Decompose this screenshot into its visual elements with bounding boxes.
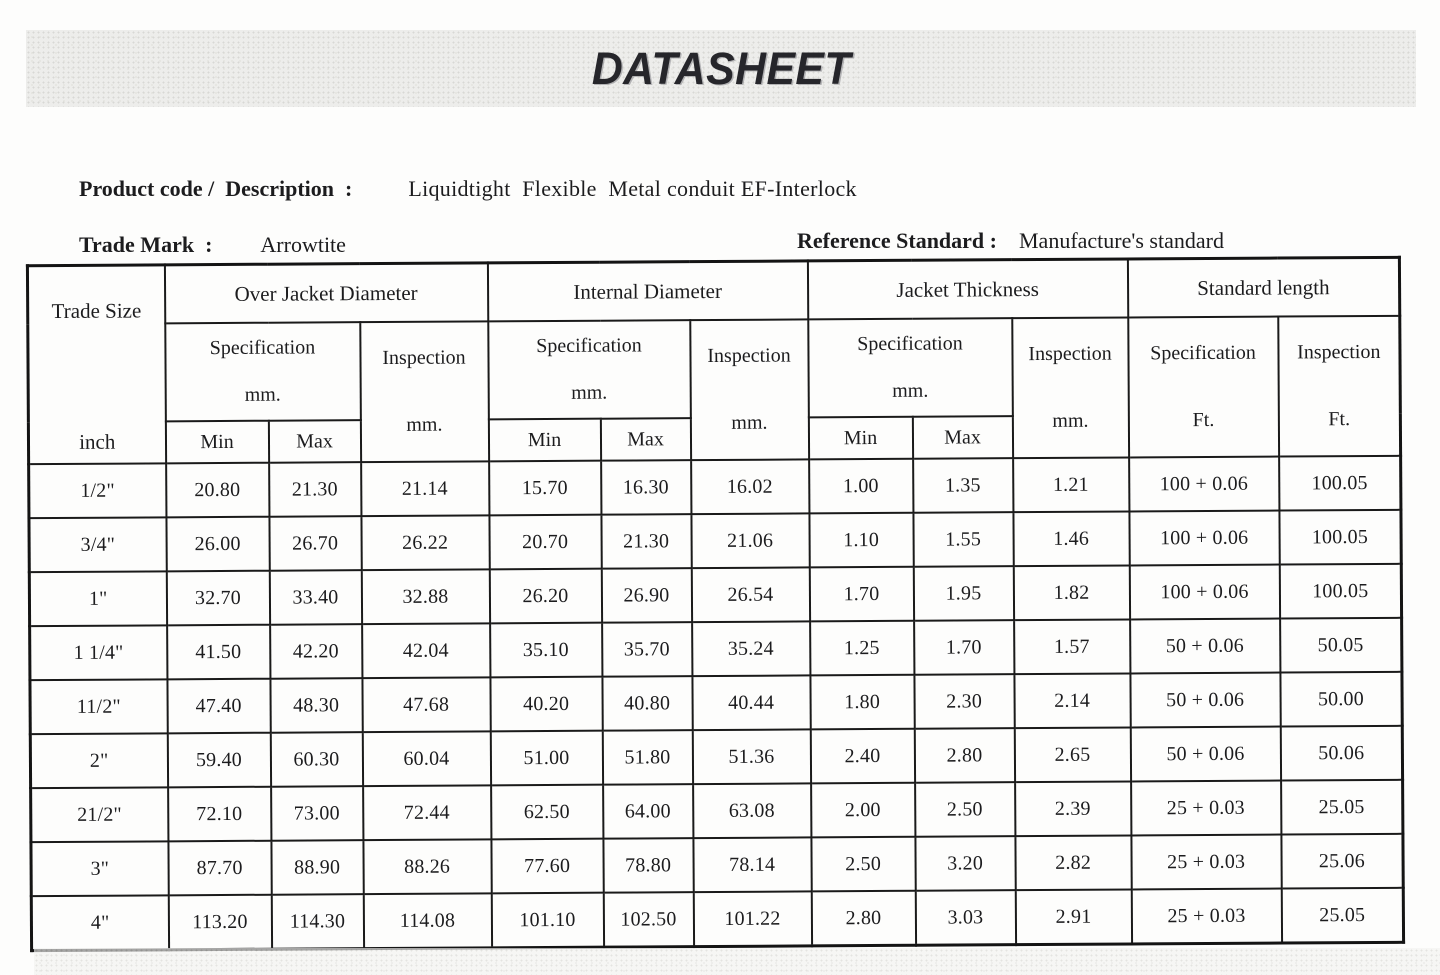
inspection-label: Inspection (707, 344, 791, 368)
cell-jacket-thickness-spec-max: 1.95 (913, 566, 1013, 621)
cell-over-jacket-inspection: 26.22 (361, 515, 489, 570)
group-header-row (27, 257, 1399, 324)
inspection-label: Inspection (1028, 342, 1112, 366)
specification-table (26, 256, 1405, 952)
cell-trade-size: 2" (30, 733, 167, 788)
cell-over-jacket-inspection: 21.14 (361, 461, 489, 516)
jacket-thickness-max-header: Max (912, 416, 1012, 459)
cell-internal-inspection: 63.08 (693, 783, 811, 838)
cell-standard-length-inspection: 25.05 (1281, 780, 1403, 835)
cell-trade-size: 4" (31, 895, 168, 950)
cell-jacket-thickness-inspection: 2.91 (1015, 889, 1131, 944)
cell-standard-length-specification: 25 + 0.03 (1131, 889, 1281, 944)
cell-over-jacket-spec-max: 33.40 (269, 570, 361, 625)
cell-standard-length-inspection: 25.06 (1281, 834, 1403, 889)
cell-internal-inspection: 101.22 (693, 891, 811, 946)
table-row (31, 888, 1403, 951)
cell-standard-length-specification: 50 + 0.06 (1130, 673, 1280, 728)
cell-over-jacket-inspection: 32.88 (361, 569, 489, 624)
cell-internal-spec-max: 35.70 (602, 622, 692, 677)
reference-standard-value: Manufacture's standard (1019, 228, 1224, 253)
trade-size-unit: inch (79, 429, 116, 454)
jacket-thickness-inspection-header (1012, 317, 1129, 458)
table-row (29, 564, 1401, 626)
cell-over-jacket-spec-min: 41.50 (167, 625, 270, 680)
cell-trade-size: 11/2" (30, 679, 167, 734)
cell-jacket-thickness-spec-min: 2.40 (810, 729, 914, 784)
mm-unit-label: mm. (244, 383, 281, 406)
cell-over-jacket-spec-max: 73.00 (271, 786, 363, 841)
cell-jacket-thickness-spec-min: 1.25 (810, 621, 914, 676)
cell-internal-spec-max: 64.00 (603, 784, 693, 839)
cell-over-jacket-spec-min: 113.20 (168, 895, 271, 950)
over-jacket-specification-header (165, 322, 361, 421)
cell-jacket-thickness-spec-min: 2.80 (811, 891, 915, 946)
specification-label: Specification (209, 336, 316, 360)
cell-jacket-thickness-spec-max: 3.20 (915, 836, 1015, 891)
cell-internal-spec-min: 20.70 (489, 515, 601, 570)
cell-jacket-thickness-inspection: 2.65 (1014, 727, 1130, 782)
footer-texture-band (34, 948, 1440, 975)
cell-internal-inspection: 35.24 (692, 621, 810, 676)
cell-jacket-thickness-inspection: 1.82 (1013, 565, 1129, 620)
cell-over-jacket-spec-min: 26.00 (166, 517, 269, 572)
cell-standard-length-inspection: 50.00 (1280, 672, 1402, 727)
cell-internal-spec-max: 78.80 (603, 838, 693, 893)
mm-unit-label: mm. (892, 379, 929, 402)
table-body (29, 456, 1404, 951)
cell-jacket-thickness-inspection: 1.46 (1013, 511, 1129, 566)
table-row (30, 618, 1402, 680)
cell-internal-spec-max: 40.80 (602, 676, 692, 731)
cell-over-jacket-spec-max: 60.30 (270, 732, 362, 787)
cell-over-jacket-spec-max: 114.30 (271, 894, 363, 949)
group-standard-length: Standard length (1127, 257, 1399, 317)
cell-trade-size: 1 1/4" (30, 625, 167, 680)
cell-trade-size: 21/2" (31, 787, 168, 842)
cell-trade-size: 1" (29, 571, 166, 626)
cell-over-jacket-inspection: 88.26 (363, 839, 491, 894)
ft-unit-label: Ft. (1192, 408, 1215, 432)
cell-jacket-thickness-spec-max: 1.35 (913, 458, 1013, 513)
cell-standard-length-specification: 25 + 0.03 (1131, 835, 1281, 890)
cell-over-jacket-inspection: 42.04 (362, 623, 490, 678)
cell-jacket-thickness-spec-min: 2.50 (811, 837, 915, 892)
table-row (29, 456, 1401, 518)
cell-standard-length-specification: 100 + 0.06 (1129, 565, 1279, 620)
cell-internal-spec-max: 16.30 (601, 460, 691, 515)
header-texture-band (26, 30, 1416, 107)
cell-jacket-thickness-inspection: 2.39 (1015, 781, 1131, 836)
cell-standard-length-inspection: 100.05 (1279, 564, 1401, 619)
group-over-jacket-diameter: Over Jacket Diameter (164, 263, 487, 323)
product-code-label: Product code / Description : (79, 176, 353, 201)
cell-internal-spec-min: 62.50 (491, 785, 603, 840)
cell-standard-length-inspection: 50.05 (1280, 618, 1402, 673)
cell-standard-length-inspection: 25.05 (1281, 888, 1403, 943)
cell-jacket-thickness-spec-max: 3.03 (915, 890, 1015, 945)
ft-unit-label: Ft. (1328, 408, 1351, 431)
specification-table-wrap (26, 256, 1402, 952)
mm-unit-label: mm. (571, 381, 608, 404)
cell-over-jacket-inspection: 47.68 (362, 677, 490, 732)
cell-jacket-thickness-inspection: 2.82 (1015, 835, 1131, 890)
mm-unit-label: mm. (1052, 409, 1089, 432)
cell-jacket-thickness-spec-min: 1.80 (810, 675, 914, 730)
inspection-label: Inspection (1297, 340, 1381, 364)
cell-standard-length-specification: 100 + 0.06 (1129, 457, 1279, 512)
cell-internal-inspection: 78.14 (693, 837, 811, 892)
group-internal-diameter: Internal Diameter (487, 261, 807, 321)
cell-internal-spec-min: 101.10 (491, 893, 603, 948)
cell-standard-length-specification: 50 + 0.06 (1130, 727, 1280, 782)
cell-internal-inspection: 26.54 (691, 567, 809, 622)
cell-jacket-thickness-spec-max: 2.50 (915, 782, 1015, 837)
cell-jacket-thickness-spec-min: 1.00 (809, 459, 913, 514)
cell-standard-length-specification: 25 + 0.03 (1131, 781, 1281, 836)
cell-standard-length-inspection: 100.05 (1279, 456, 1401, 511)
cell-internal-spec-min: 40.20 (490, 677, 602, 732)
mm-unit-label: mm. (406, 413, 443, 436)
cell-jacket-thickness-spec-max: 2.80 (914, 728, 1014, 783)
cell-standard-length-inspection: 100.05 (1279, 510, 1401, 565)
cell-internal-inspection: 51.36 (692, 729, 810, 784)
table-row (30, 726, 1402, 788)
jacket-thickness-specification-header (808, 318, 1013, 417)
cell-over-jacket-spec-min: 72.10 (168, 787, 271, 842)
trade-mark-value: Arrowtite (260, 232, 346, 257)
cell-standard-length-inspection: 50.06 (1280, 726, 1402, 781)
cell-internal-spec-max: 26.90 (601, 568, 691, 623)
product-code-value: Liquidtight Flexible Metal conduit EF-Interlock (408, 176, 857, 201)
cell-standard-length-specification: 50 + 0.06 (1130, 619, 1280, 674)
cell-trade-size: 1/2" (29, 463, 166, 518)
over-jacket-min-header: Min (165, 421, 268, 464)
cell-over-jacket-spec-max: 48.30 (270, 678, 362, 733)
table-row (31, 780, 1403, 842)
group-jacket-thickness: Jacket Thickness (807, 259, 1127, 319)
table-row (29, 510, 1401, 572)
specification-label: Specification (536, 334, 642, 358)
over-jacket-inspection-header (360, 321, 489, 462)
cell-over-jacket-inspection: 72.44 (363, 785, 491, 840)
cell-trade-size: 3" (31, 841, 168, 896)
cell-internal-inspection: 16.02 (691, 459, 809, 514)
specification-label: Specification (1150, 341, 1256, 365)
internal-min-header: Min (488, 419, 600, 462)
cell-over-jacket-inspection: 114.08 (363, 893, 491, 948)
corner-cell-trade-size (27, 265, 165, 464)
cell-internal-spec-max: 21.30 (601, 514, 691, 569)
cell-jacket-thickness-inspection: 2.14 (1014, 673, 1130, 728)
cell-internal-spec-max: 102.50 (603, 892, 693, 947)
cell-over-jacket-spec-min: 32.70 (166, 571, 269, 626)
cell-jacket-thickness-inspection: 1.21 (1013, 457, 1129, 512)
jacket-thickness-min-header: Min (808, 417, 912, 460)
cell-jacket-thickness-spec-max: 2.30 (914, 674, 1014, 729)
table-row (31, 834, 1403, 896)
trade-mark-label: Trade Mark : (79, 232, 213, 257)
inspection-label: Inspection (382, 346, 466, 370)
cell-standard-length-specification: 100 + 0.06 (1129, 511, 1279, 566)
cell-internal-spec-min: 77.60 (491, 839, 603, 894)
cell-internal-spec-min: 26.20 (489, 569, 601, 624)
sub-header-row (28, 316, 1401, 422)
trade-size-label: Trade Size (51, 298, 142, 324)
cell-over-jacket-spec-min: 47.40 (167, 679, 270, 734)
cell-internal-spec-min: 15.70 (489, 461, 601, 516)
cell-jacket-thickness-spec-max: 1.70 (914, 620, 1014, 675)
cell-over-jacket-spec-max: 21.30 (269, 462, 361, 517)
cell-over-jacket-spec-min: 20.80 (166, 463, 269, 518)
internal-specification-header (488, 320, 691, 419)
cell-over-jacket-spec-max: 26.70 (269, 516, 361, 571)
standard-length-specification-header (1128, 317, 1279, 458)
cell-jacket-thickness-spec-min: 1.10 (809, 513, 913, 568)
specification-label: Specification (857, 332, 963, 356)
cell-over-jacket-spec-min: 59.40 (167, 733, 270, 788)
cell-internal-spec-max: 51.80 (602, 730, 692, 785)
cell-trade-size: 3/4" (29, 517, 166, 572)
cell-internal-inspection: 40.44 (692, 675, 810, 730)
mm-unit-label: mm. (731, 411, 768, 434)
reference-standard-label: Reference Standard : (797, 228, 997, 253)
table-row (30, 672, 1402, 734)
cell-jacket-thickness-inspection: 1.57 (1014, 619, 1130, 674)
cell-jacket-thickness-spec-min: 1.70 (809, 567, 913, 622)
cell-internal-spec-min: 35.10 (490, 623, 602, 678)
cell-jacket-thickness-spec-min: 2.00 (811, 783, 915, 838)
cell-jacket-thickness-spec-max: 1.55 (913, 512, 1013, 567)
standard-length-inspection-header (1278, 316, 1401, 457)
internal-inspection-header (690, 319, 809, 460)
cell-over-jacket-inspection: 60.04 (362, 731, 490, 786)
cell-over-jacket-spec-max: 42.20 (270, 624, 362, 679)
cell-over-jacket-spec-min: 87.70 (168, 841, 271, 896)
over-jacket-max-header: Max (268, 420, 360, 463)
cell-internal-spec-min: 51.00 (490, 731, 602, 786)
internal-max-header: Max (600, 418, 690, 461)
cell-over-jacket-spec-max: 88.90 (271, 840, 363, 895)
cell-internal-inspection: 21.06 (691, 513, 809, 568)
page-title: DATASHEET (591, 42, 851, 94)
